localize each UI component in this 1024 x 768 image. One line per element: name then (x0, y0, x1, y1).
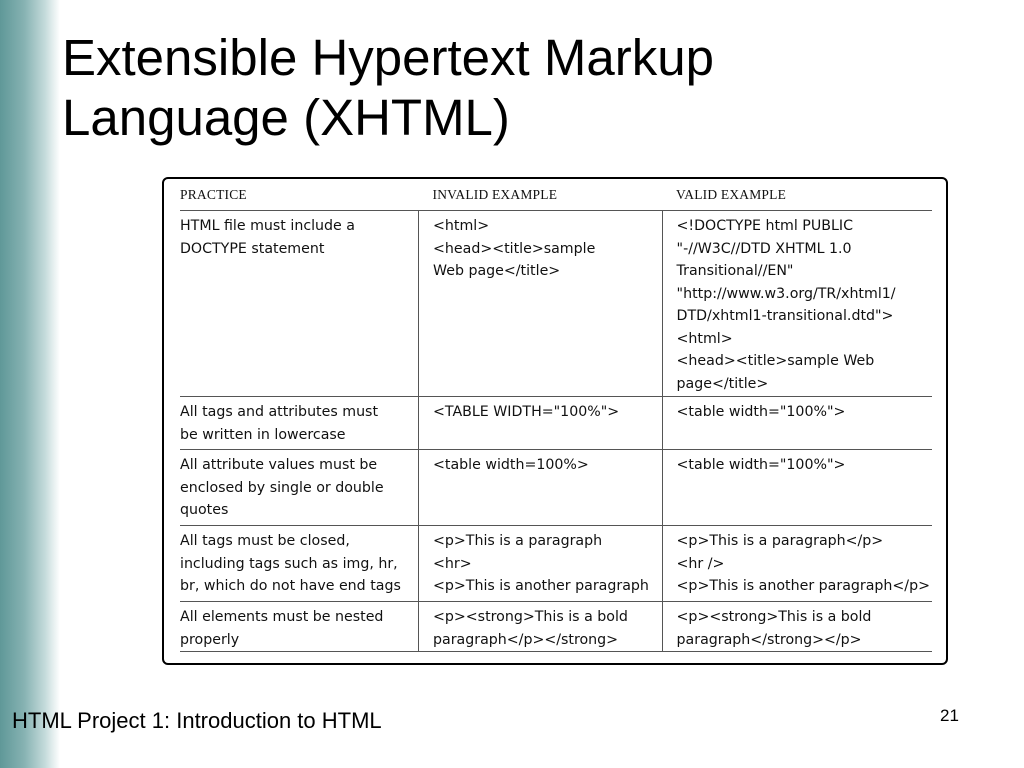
practice-cell-line: be written in lowercase (180, 426, 346, 443)
valid-example-cell (662, 450, 932, 526)
invalid-example-cell-line: <p>This is a paragraph (433, 533, 603, 549)
valid-example-cell-line: DTD/xhtml1-transitional.dtd"> (676, 308, 894, 324)
invalid-example-cell-line: paragraph</p></strong> (433, 631, 619, 648)
invalid-example-cell-line: <p><strong>This is a bold (433, 609, 628, 625)
header-invalid-example: INVALID EXAMPLE (419, 179, 663, 211)
invalid-example-cell (419, 397, 663, 450)
slide-title-line-1: Extensible Hypertext Markup (62, 29, 714, 86)
invalid-example-cell-line: <head><title>sample (433, 240, 596, 257)
valid-example-cell (662, 397, 932, 450)
practice-cell-line: All elements must be nested (180, 609, 384, 625)
valid-example-cell-line: <p><strong>This is a bold (676, 609, 872, 625)
table-row (180, 211, 932, 397)
practice-cell (180, 526, 419, 602)
valid-example-cell-line: <table width="100%"> (676, 457, 846, 473)
practice-cell-line: DOCTYPE statement (180, 240, 325, 257)
invalid-example-cell-line: <hr> (433, 555, 472, 572)
valid-example-cell-line: <p>This is a paragraph</p> (676, 533, 884, 549)
table-row (180, 602, 932, 652)
header-valid-example: VALID EXAMPLE (662, 179, 932, 211)
table-header-row (180, 179, 932, 211)
invalid-example-cell (419, 602, 663, 652)
invalid-example-cell-line: <p>This is another paragraph (433, 578, 649, 594)
practice-cell (180, 602, 419, 652)
practice-cell-line: All tags and attributes must (180, 404, 379, 420)
footer-text: HTML Project 1: Introduction to HTML (12, 708, 382, 733)
valid-example-cell-line: "http://www.w3.org/TR/xhtml1/ (676, 285, 896, 302)
table-row (180, 450, 932, 526)
table-row (180, 526, 932, 602)
practice-cell (180, 397, 419, 450)
valid-example-cell (662, 602, 932, 652)
practice-cell-line: All attribute values must be (180, 457, 378, 473)
practice-cell-line: All tags must be closed, (180, 533, 350, 549)
practice-cell-line: quotes (180, 502, 229, 518)
invalid-example-cell-line: Web page</title> (433, 263, 561, 279)
table-row (180, 397, 932, 450)
valid-example-cell-line: Transitional//EN" (676, 263, 794, 279)
practice-cell-line: properly (180, 631, 240, 648)
valid-example-cell-line: "-//W3C//DTD XHTML 1.0 (676, 240, 852, 257)
valid-example-cell-line: <html> (676, 330, 733, 347)
slide-title-line-2: Language (XHTML) (62, 89, 510, 146)
invalid-example-cell (419, 450, 663, 526)
valid-example-cell-line: <!DOCTYPE html PUBLIC (676, 218, 853, 234)
valid-example-cell-line: <p>This is another paragraph</p> (676, 578, 930, 594)
side-gradient-bar (0, 0, 60, 768)
invalid-example-cell-line: <html> (433, 218, 490, 234)
invalid-example-cell-line: <table width=100%> (433, 457, 589, 473)
valid-example-cell-line: <table width="100%"> (676, 404, 846, 420)
invalid-example-cell-line: <TABLE WIDTH="100%"> (433, 404, 620, 420)
valid-example-cell-line: <hr /> (676, 555, 725, 572)
valid-example-cell-line: <head><title>sample Web (676, 353, 875, 369)
practice-cell-line: HTML file must include a (180, 218, 355, 234)
practice-cell (180, 211, 419, 397)
valid-example-cell (662, 211, 932, 397)
page-number: 21 (940, 706, 959, 725)
invalid-example-cell (419, 211, 663, 397)
invalid-example-cell (419, 526, 663, 602)
practice-cell-line: enclosed by single or double (180, 479, 384, 496)
valid-example-cell (662, 526, 932, 602)
practice-cell-line: br, which do not have end tags (180, 578, 401, 594)
practice-cell (180, 450, 419, 526)
xhtml-rules-table-frame (162, 177, 948, 665)
valid-example-cell-line: paragraph</strong></p> (676, 631, 862, 648)
header-practice: PRACTICE (180, 179, 419, 211)
xhtml-rules-table (180, 179, 932, 652)
valid-example-cell-line: page</title> (676, 375, 769, 392)
slide-title (62, 28, 962, 148)
practice-cell-line: including tags such as img, hr, (180, 555, 398, 572)
